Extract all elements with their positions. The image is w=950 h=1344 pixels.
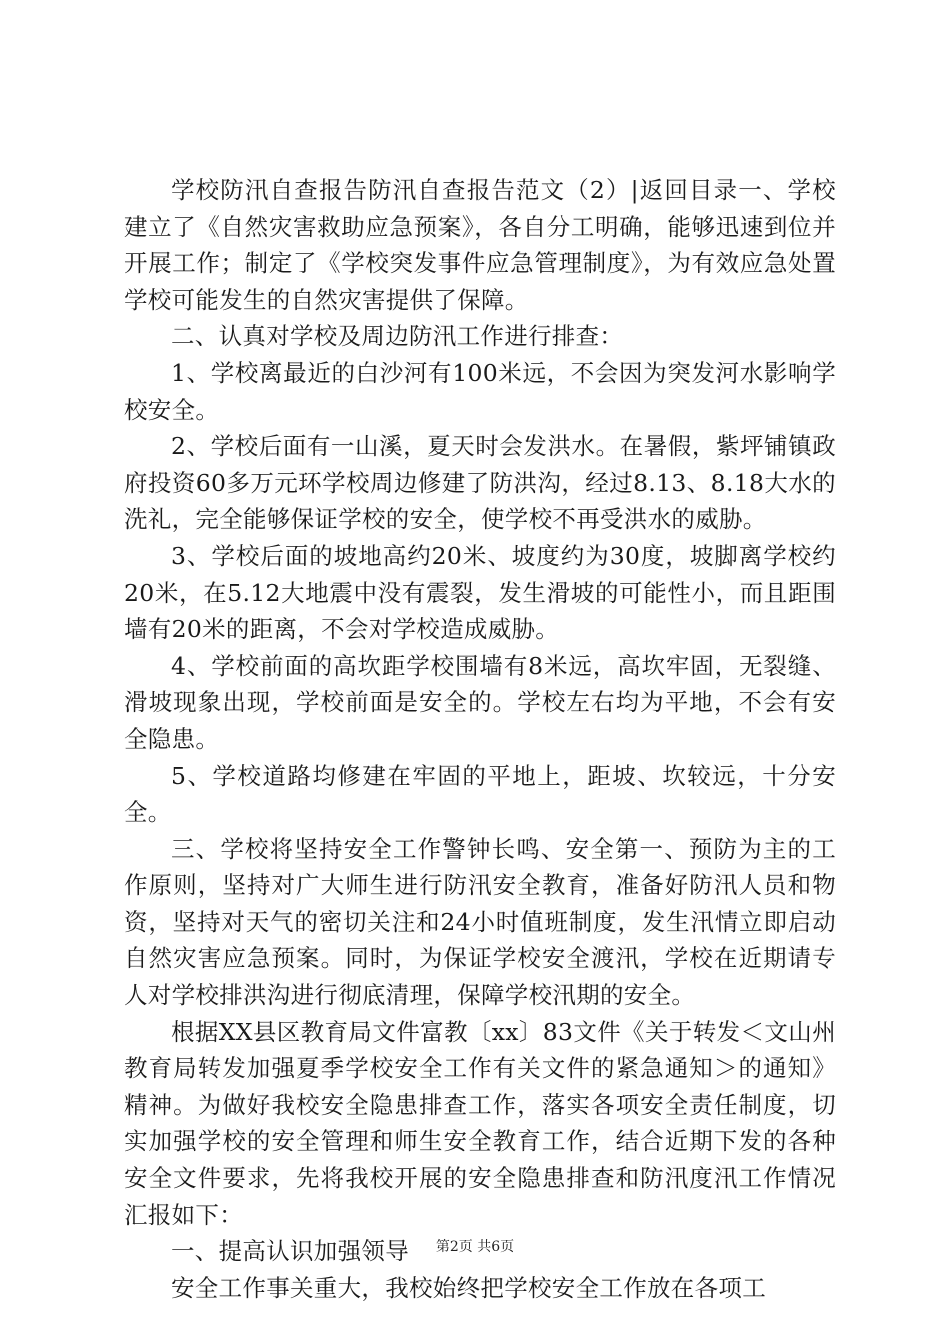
paragraph-item-5: 5、学校道路均修建在牢固的平地上，距坡、坎较远，十分安全。 [124,761,836,827]
page-footer [0,1236,950,1256]
paragraph-heading-awareness: 一、提高认识加强领导 [171,1237,409,1266]
paragraph-item-4: 4、学校前面的高坎距学校围墙有8米远，高坎牢固，无裂缝、滑坡现象出现，学校前面是安全的。学校左右均为平地，不会有安全隐患。 [124,651,836,753]
document-body [124,172,836,1306]
paragraph-safety-work: 安全工作事关重大，我校始终把学校安全工作放在各项工 [171,1273,766,1302]
paragraph-item-2: 2、学校后面有一山溪，夏天时会发洪水。在暑假，紫坪铺镇政府投资60多万元环学校周边修建了防洪沟，经过8.13、8.18大水的洗礼，完全能够保证学校的安全，使学校不再受洪水的威胁。 [124,432,836,534]
page-number-label: 第2页 共6页 [435,1239,515,1255]
paragraph-intro: 学校防汛自查报告防汛自查报告范文（2）|返回目录一、学校建立了《自然灾害救助应急预案》，各自分工明确，能够迅速到位并开展工作；制定了《学校突发事件应急管理制度》，为有效应急处置学校可能发生的自然灾害提供了保障。 [124,176,836,314]
paragraph-section-2-heading: 二、认真对学校及周边防汛工作进行排查： [171,322,624,351]
paragraph-item-3: 3、学校后面的坡地高约20米、坡度约为30度，坡脚离学校约20米，在5.12大地震中没有震裂，发生滑坡的可能性小，而且距围墙有20米的距离，不会对学校造成威胁。 [124,541,836,644]
paragraph-item-1: 1、学校离最近的白沙河有100米远，不会因为突发河水影响学校安全。 [124,358,836,424]
paragraph-notice: 根据XX县区教育局文件富教〔xx〕83文件《关于转发＜文山州教育局转发加强夏季学校安全工作有关文件的紧急通知＞的通知》精神。为做好我校安全隐患排查工作，落实各项安全责任制度，切实加强学校的安全管理和师生安全教育工作，结合近期下发的各种安全文件要求，先将我校开展的安全隐患排查和防汛度汛工作情况汇报如下： [124,1017,836,1229]
paragraph-section-3: 三、学校将坚持安全工作警钟长鸣、安全第一、预防为主的工作原则，坚持对广大师生进行防汛安全教育，准备好防汛人员和物资，坚持对天气的密切关注和24小时值班制度，发生汛情立即启动自然灾害应急预案。同时，为保证学校安全渡汛，学校在近期请专人对学校排洪沟进行彻底清理，保障学校汛期的安全。 [124,834,836,1010]
